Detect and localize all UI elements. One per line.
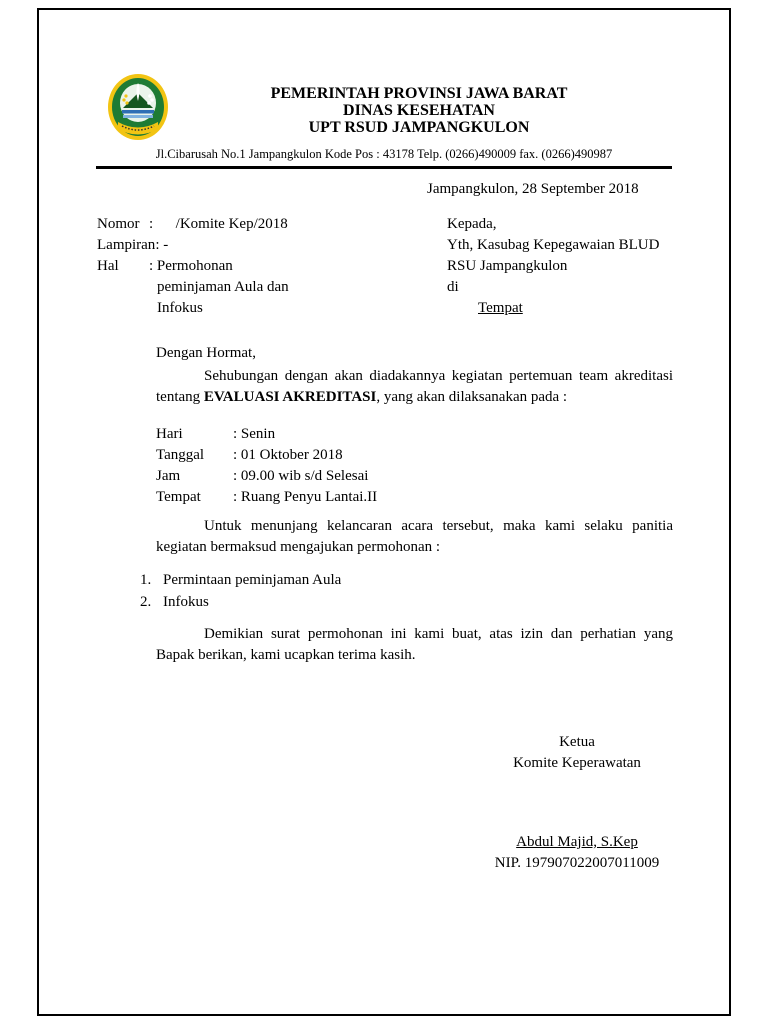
- recipient-block: [447, 214, 659, 319]
- detail-value-tanggal: : 01 Oktober 2018: [233, 447, 343, 463]
- letterhead-unit-line: UPT RSUD JAMPANGKULON: [308, 119, 530, 136]
- signatory-nip: NIP. 197907022007011009: [494, 855, 660, 871]
- detail-row-tempat: [156, 487, 377, 508]
- detail-label-tempat: Tempat: [156, 489, 201, 505]
- recipient-tempat: Tempat: [478, 300, 523, 316]
- recipient-name-line: Yth, Kasubag Kepegawaian BLUD: [447, 237, 660, 253]
- meta-hal-continuation-2: Infokus: [157, 300, 203, 316]
- detail-value-jam: : 09.00 wib s/d Selesai: [233, 468, 369, 484]
- paragraph-opening-emphasis: EVALUASI AKREDITASI: [203, 389, 377, 405]
- meta-value-lampiran: : -: [155, 237, 169, 253]
- paragraph-opening-text: Sehubungan dengan akan diadakannya kegiatan pertemuan team akreditasi tentang: [156, 368, 673, 405]
- paragraph-request: Untuk menunjang kelancaran acara tersebut, maka kami selaku panitia kegiatan bermaksud mengajukan permohonan :: [156, 518, 673, 555]
- paragraph-opening-tail: , yang akan dilaksanakan pada :: [376, 389, 568, 405]
- signature-role-title: Ketua: [559, 734, 595, 750]
- paragraph-closing: Demikian surat permohonan ini kami buat, atas izin dan perhatian yang Bapak berikan, kami ucapkan terima kasih.: [156, 626, 673, 663]
- signature-role-org: Komite Keperawatan: [513, 755, 641, 771]
- meta-label-nomor: Nomor: [97, 216, 140, 232]
- letterhead-address: Jl.Cibarusah No.1 Jampangkulon Kode Pos : 43178 Telp. (0266)490009 fax. (0266)490987: [155, 147, 613, 161]
- meta-value-nomor: : /Komite Kep/2018: [149, 216, 288, 232]
- list-item-1: [140, 570, 341, 592]
- detail-row-hari: [156, 424, 377, 445]
- detail-row-jam: [156, 466, 377, 487]
- detail-row-tanggal: [156, 445, 377, 466]
- signature-name-block: [457, 832, 697, 874]
- signatory-name: Abdul Majid, S.Kep: [516, 834, 638, 850]
- meta-row-lampiran: [97, 235, 289, 256]
- meta-hal-continuation-1: peminjaman Aula dan: [157, 279, 289, 295]
- letterhead-government-line: PEMERINTAH PROVINSI JAWA BARAT: [270, 85, 568, 102]
- meta-label-lampiran: Lampiran: [97, 237, 156, 253]
- detail-value-hari: : Senin: [233, 426, 276, 442]
- meta-row-nomor: [97, 214, 289, 235]
- meta-value-hal: : Permohonan: [149, 258, 233, 274]
- meta-row-hal: [97, 256, 289, 277]
- paragraph-opening: [156, 366, 673, 408]
- meta-label-hal: Hal: [97, 258, 119, 274]
- west-java-emblem-logo: [106, 72, 170, 142]
- recipient-org-line: RSU Jampangkulon: [447, 258, 568, 274]
- list-item-2: [140, 592, 341, 614]
- list-text-2: Infokus: [163, 593, 209, 610]
- list-number-1: 1.: [140, 572, 152, 588]
- recipient-di: di: [447, 279, 459, 295]
- signature-role-block: [457, 732, 697, 774]
- detail-label-jam: Jam: [156, 468, 181, 484]
- salutation: Dengan Hormat,: [156, 345, 256, 361]
- dateline: Jampangkulon, 28 September 2018: [427, 181, 639, 197]
- west-java-emblem-icon: [106, 72, 170, 142]
- detail-label-hari: Hari: [156, 426, 183, 442]
- letterhead: [166, 85, 672, 136]
- detail-label-tanggal: Tanggal: [156, 447, 205, 463]
- request-list: [140, 570, 341, 613]
- detail-value-tempat: : Ruang Penyu Lantai.II: [233, 489, 378, 505]
- event-details: [156, 424, 377, 508]
- list-number-2: 2.: [140, 593, 152, 610]
- list-text-1: Permintaan peminjaman Aula: [163, 572, 342, 588]
- letterhead-department-line: DINAS KESEHATAN: [343, 102, 495, 119]
- letterhead-divider: [96, 166, 672, 169]
- letter-meta-block: [97, 214, 289, 319]
- recipient-kepada: Kepada,: [447, 216, 497, 232]
